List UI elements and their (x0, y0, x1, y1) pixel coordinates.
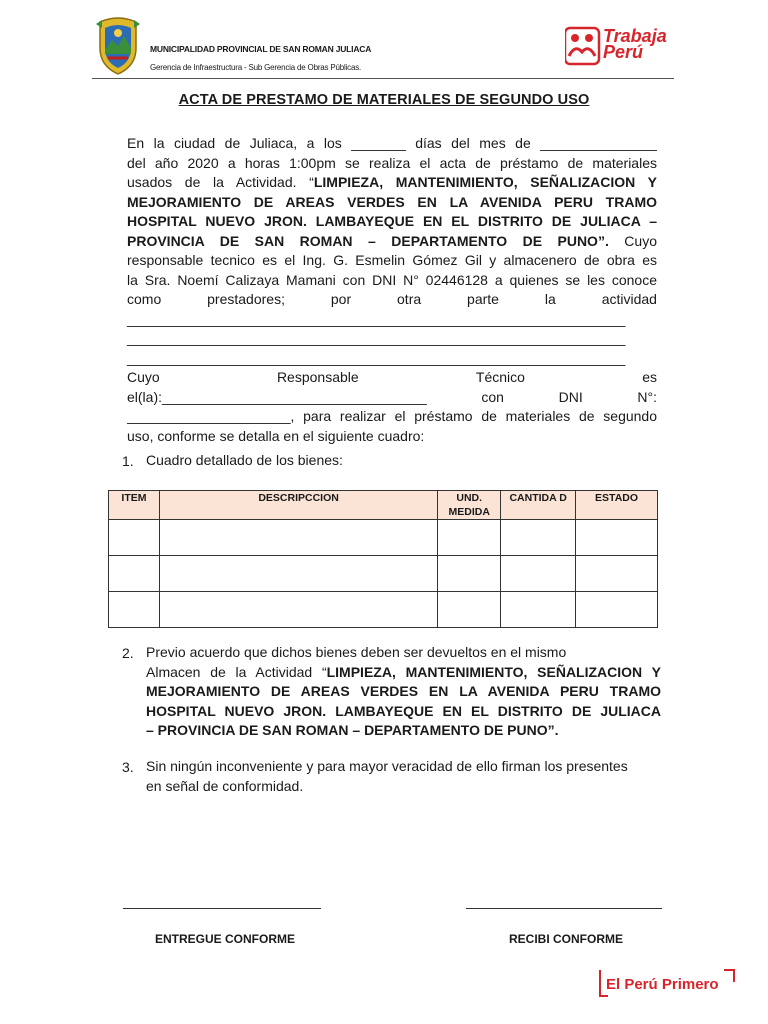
table-cell[interactable] (438, 556, 501, 592)
word-parte: parte (467, 291, 499, 307)
item2-line-2a: Almacen de la Actividad “ (146, 663, 327, 680)
signature-line-right (466, 908, 662, 909)
item2-line-1: Previo acuerdo que dichos bienes deben ser devueltos en el mismo (146, 644, 567, 660)
item3-line-1: Sin ningún inconveniente y para mayor veracidad de ello firman los presentes (146, 758, 628, 774)
word-no: N°: (637, 388, 657, 405)
table-cell[interactable] (159, 556, 437, 592)
item2-line-3-bold: MEJORAMIENTO DE AREAS VERDES EN LA AVENIDA PERU TRAMO (146, 683, 661, 699)
signature-label-left: ENTREGUE CONFORME (155, 932, 296, 946)
table-row (109, 520, 658, 556)
intro-line-13 (127, 368, 657, 388)
table-cell[interactable] (501, 556, 576, 592)
table-cell[interactable] (501, 592, 576, 628)
item3-line-2: en señal de conformidad. (146, 777, 304, 794)
intro-line-15: _____________________, para realizar el préstamo de materiales de segundo (127, 408, 657, 424)
list-item-1-number: 1. (122, 453, 134, 469)
municipality-name: MUNICIPALIDAD PROVINCIAL DE SAN ROMAN JULIACA (150, 44, 372, 54)
trabaja-peru-wordmark (603, 28, 667, 60)
word-es: es (642, 369, 657, 385)
header-descripcion: DESCRIPCCION (159, 491, 437, 520)
intro-line-3 (127, 173, 657, 193)
table-cell[interactable] (501, 520, 576, 556)
intro-line-7: responsable tecnico es el Ing. G. Esmelin Gómez Gil y almacenero de obra es (127, 252, 657, 268)
intro-line-6 (127, 232, 657, 252)
intro-line-9 (127, 290, 657, 310)
list-item-3-text (146, 757, 661, 796)
word-actividad: actividad (601, 291, 657, 307)
intro-paragraph (127, 134, 657, 446)
intro-line-16: uso, conforme se detalla en el siguiente cuadro: (127, 427, 425, 444)
table-cell[interactable] (576, 520, 658, 556)
intro-line-6b: Cuyo (608, 232, 657, 249)
word-con: con (481, 388, 504, 405)
intro-line-14 (127, 388, 657, 408)
intro-line-5-bold: HOSPITAL NUEVO JRON. LAMBAYEQUE EN EL DISTRITO DE JULIACA – (127, 213, 657, 229)
table-cell[interactable] (438, 592, 501, 628)
intro-line-3b: LIMPIEZA, MANTENIMIENTO, SEÑALIZACION Y (313, 174, 657, 190)
footer-slogan: El Perú Primero (606, 976, 719, 993)
item2-line-5 (146, 721, 661, 741)
intro-line-1: En la ciudad de Juliaca, a los _______ días del mes de _______________ (127, 135, 657, 151)
intro-line-5 (127, 212, 657, 232)
item2-line-4-bold: HOSPITAL NUEVO JRON. LAMBAYEQUE EN EL DISTRITO DE JULIACA (146, 702, 661, 719)
el-peru-primero-logo (598, 968, 736, 998)
word-por: por (330, 291, 352, 307)
brand-primary: Trabaja (603, 26, 667, 46)
item2-line-3 (146, 682, 661, 702)
municipal-crest-logo (94, 14, 142, 76)
word-cuyo: Cuyo (127, 369, 160, 385)
item2-line-2b: LIMPIEZA, MANTENIMIENTO, SEÑALIZACION Y (326, 663, 661, 680)
blank-line-2: ________________________________________________________________ (127, 330, 626, 346)
table-cell[interactable] (438, 520, 501, 556)
table-row (109, 592, 658, 628)
table-row (109, 556, 658, 592)
table-cell[interactable] (576, 592, 658, 628)
word-otra: otra (397, 291, 422, 307)
intro-line-4 (127, 193, 657, 213)
word-tecnico: Técnico (475, 369, 525, 385)
table-header-row (109, 491, 658, 520)
item2-line-4 (146, 702, 661, 722)
header-divider (92, 78, 674, 79)
intro-line-4-bold: MEJORAMIENTO DE AREAS VERDES EN LA AVENIDA PERU TRAMO (127, 193, 657, 210)
intro-line-3a: usados de la Actividad. “ (127, 174, 314, 190)
header-cantidad: CANTIDA D (501, 491, 576, 520)
item2-line-2 (146, 663, 661, 683)
list-item-3-number: 3. (122, 759, 134, 775)
header-und-medida: UND. MEDIDA (438, 491, 501, 520)
document-title: ACTA DE PRESTAMO DE MATERIALES DE SEGUNDO USO (178, 92, 590, 108)
table-cell[interactable] (576, 556, 658, 592)
header-item: ITEM (109, 491, 160, 520)
word-prestadores: prestadores; (207, 291, 285, 307)
blank-line-1: ________________________________________________________________ (127, 310, 626, 327)
table-cell[interactable] (109, 556, 160, 592)
table-cell[interactable] (159, 592, 437, 628)
table-cell[interactable] (159, 520, 437, 556)
goods-table (108, 490, 658, 628)
intro-line-6a: PROVINCIA DE SAN ROMAN – DEPARTAMENTO DE PUNO”. (127, 232, 609, 249)
list-item-2-number: 2. (122, 645, 134, 661)
intro-line-8: la Sra. Noemí Calizaya Mamani con DNI N° 02446128 a quienes se les conoce (127, 271, 657, 288)
word-dni: DNI (558, 388, 583, 405)
table-cell[interactable] (109, 592, 160, 628)
word-responsable: Responsable (276, 369, 359, 385)
brand-secondary: Perú (603, 42, 644, 62)
header-estado: ESTADO (576, 491, 658, 520)
intro-line-2: del año 2020 a horas 1:00pm se realiza el acta de préstamo de materiales (127, 154, 657, 171)
item2-line-5-bold: – PROVINCIA DE SAN ROMAN – DEPARTAMENTO DE PUNO”. (146, 722, 559, 738)
signature-label-right: RECIBI CONFORME (509, 932, 623, 946)
word-ella: el(la):__________________________________ (127, 388, 427, 405)
table-cell[interactable] (109, 520, 160, 556)
department-name: Gerencia de Infraestructura - Sub Gerencia de Obras Públicas. (150, 63, 362, 72)
word-como: como (127, 291, 162, 307)
list-item-1-text: Cuadro detallado de los bienes: (146, 452, 343, 468)
blank-line-3: ________________________________________________________________ (127, 349, 626, 366)
list-item-2-text (146, 643, 661, 741)
word-la: la (544, 291, 556, 307)
signature-line-left (123, 908, 321, 909)
